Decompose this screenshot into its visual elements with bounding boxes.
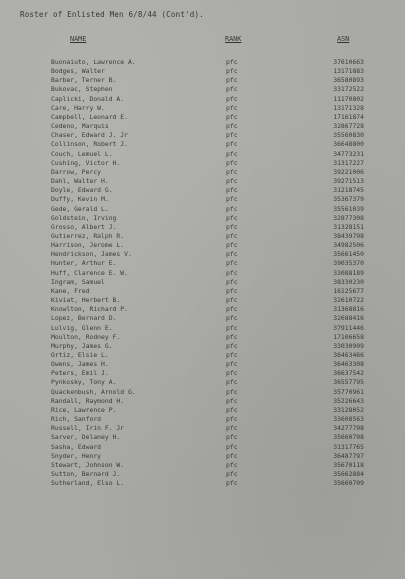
roster-rank: pfc bbox=[226, 442, 238, 451]
roster-asn: 32877308 bbox=[333, 213, 364, 222]
roster-name: Rich, Sanford bbox=[51, 415, 102, 424]
roster-rank: pfc bbox=[226, 158, 238, 167]
roster-rank: pfc bbox=[226, 451, 238, 460]
roster-row bbox=[0, 131, 405, 140]
roster-name: Couch, Lemuel L. bbox=[51, 149, 113, 158]
roster-row bbox=[0, 150, 405, 159]
roster-asn: 32610722 bbox=[333, 296, 364, 305]
roster-rank: pfc bbox=[226, 250, 238, 259]
roster-row bbox=[0, 241, 405, 250]
roster-name: Kiviat, Herbert B. bbox=[51, 296, 121, 305]
roster-name: Doyle, Edward G. bbox=[51, 186, 113, 195]
roster-asn: 31317765 bbox=[333, 442, 364, 451]
roster-row bbox=[0, 397, 405, 406]
roster-row bbox=[0, 314, 405, 323]
roster-name: Sutton, Bernard J. bbox=[51, 470, 121, 479]
roster-rank: pfc bbox=[226, 433, 238, 442]
roster-asn: 33128052 bbox=[333, 405, 364, 414]
roster-rank: pfc bbox=[226, 195, 238, 204]
roster-name: Russell, Irin F. Jr bbox=[51, 424, 125, 433]
roster-asn: 33172522 bbox=[333, 85, 364, 94]
roster-row bbox=[0, 305, 405, 314]
roster-row bbox=[0, 168, 405, 177]
roster-asn: 35770961 bbox=[333, 387, 364, 396]
roster-rank: pfc bbox=[226, 460, 238, 469]
roster-name: Cushing, Victor H. bbox=[51, 158, 121, 167]
roster-rank: pfc bbox=[226, 323, 238, 332]
page-heading: Roster of Enlisted Men 6/8/44 (Cont'd). bbox=[20, 10, 204, 19]
roster-row bbox=[0, 461, 405, 470]
roster-row bbox=[0, 67, 405, 76]
roster-rank: pfc bbox=[226, 167, 238, 176]
roster-rank: pfc bbox=[226, 415, 238, 424]
roster-asn: 36557795 bbox=[333, 378, 364, 387]
roster-name: Hendrickson, James V. bbox=[51, 250, 132, 259]
roster-row bbox=[0, 333, 405, 342]
roster-name: Care, Harry W. bbox=[51, 103, 105, 112]
roster-row bbox=[0, 104, 405, 113]
roster-rank: pfc bbox=[226, 351, 238, 359]
roster-name: Goldstein, Irving bbox=[51, 213, 117, 222]
roster-rank: pfc bbox=[226, 405, 238, 414]
roster-name: Quackenbush, Arnold G. bbox=[51, 387, 136, 396]
roster-name: Grosso, Albert J. bbox=[51, 222, 117, 231]
roster-asn: 33030909 bbox=[333, 341, 364, 350]
roster-name: Duffy, Kevin M. bbox=[51, 195, 109, 204]
roster-asn: 35561039 bbox=[333, 204, 364, 213]
roster-asn: 36487797 bbox=[333, 451, 364, 460]
roster-rank: pfc bbox=[226, 378, 238, 387]
roster-rank: pfc bbox=[226, 369, 238, 378]
roster-name: Sarver, Delaney H. bbox=[51, 433, 121, 442]
roster-row bbox=[0, 360, 405, 369]
roster-asn: 31328151 bbox=[333, 222, 364, 231]
roster-asn: 16125677 bbox=[333, 286, 364, 295]
roster-name: Campbell, Leonard E. bbox=[51, 112, 128, 121]
roster-row bbox=[0, 113, 405, 122]
roster-asn: 35560830 bbox=[333, 131, 364, 140]
column-header-name: NAME bbox=[70, 35, 87, 43]
roster-name: Hunter, Arthur E. bbox=[51, 259, 117, 268]
roster-asn: 34277798 bbox=[333, 424, 364, 433]
roster-row bbox=[0, 378, 405, 387]
roster-asn: 36648800 bbox=[333, 140, 364, 149]
roster-rank: pfc bbox=[226, 76, 238, 85]
roster-row bbox=[0, 433, 405, 442]
roster-asn: 38439798 bbox=[333, 231, 364, 240]
roster-name: Huff, Clarence E. W. bbox=[51, 268, 128, 277]
roster-name: Moulton, Rodney F. bbox=[51, 332, 121, 341]
roster-name: Peters, Emil J. bbox=[51, 369, 109, 378]
roster-row bbox=[0, 443, 405, 452]
roster-name: Buonaiuto, Lawrence A. bbox=[51, 58, 136, 66]
roster-rank: pfc bbox=[226, 204, 238, 213]
roster-name: Lopez, Bernard D. bbox=[51, 314, 117, 323]
roster-name: Bodges, Walter bbox=[51, 67, 105, 76]
roster-row bbox=[0, 122, 405, 131]
roster-asn: 32688416 bbox=[333, 314, 364, 323]
roster-asn: 33608563 bbox=[333, 415, 364, 424]
roster-asn: 32867728 bbox=[333, 122, 364, 131]
roster-asn: 35226643 bbox=[333, 396, 364, 405]
roster-row bbox=[0, 296, 405, 305]
roster-asn: 36580893 bbox=[333, 76, 364, 85]
roster-row bbox=[0, 479, 405, 488]
roster-asn: 38330230 bbox=[333, 277, 364, 286]
roster-row bbox=[0, 452, 405, 461]
roster-asn: 17106658 bbox=[333, 332, 364, 341]
roster-row bbox=[0, 470, 405, 479]
roster-asn: 13171883 bbox=[333, 67, 364, 76]
roster-rank: pfc bbox=[226, 470, 238, 479]
roster-asn: 11170802 bbox=[333, 94, 364, 103]
roster-name: Ortiz, Elsie L. bbox=[51, 351, 109, 359]
roster-name: Rice, Lawrence P. bbox=[51, 405, 117, 414]
roster-name: Harrison, Jerome L. bbox=[51, 241, 125, 250]
roster-name: Chaser, Edward J. Jr bbox=[51, 131, 128, 140]
roster-row bbox=[0, 351, 405, 360]
roster-row bbox=[0, 232, 405, 241]
roster-name: Stewart, Johnson W. bbox=[51, 460, 125, 469]
roster-row bbox=[0, 269, 405, 278]
roster-rank: pfc bbox=[226, 277, 238, 286]
roster-list bbox=[0, 58, 405, 488]
roster-asn: 13171328 bbox=[333, 103, 364, 112]
roster-row bbox=[0, 406, 405, 415]
roster-row bbox=[0, 214, 405, 223]
roster-rank: pfc bbox=[226, 424, 238, 433]
roster-asn: 31368816 bbox=[333, 305, 364, 314]
roster-row bbox=[0, 140, 405, 149]
roster-rank: pfc bbox=[226, 85, 238, 94]
roster-rank: pfc bbox=[226, 341, 238, 350]
roster-rank: pfc bbox=[226, 112, 238, 121]
roster-asn: 35367379 bbox=[333, 195, 364, 204]
roster-asn: 35661450 bbox=[333, 250, 364, 259]
roster-name: Murphy, James G. bbox=[51, 341, 113, 350]
roster-name: Sasha, Edward bbox=[51, 442, 102, 451]
roster-row bbox=[0, 278, 405, 287]
roster-rank: pfc bbox=[226, 67, 238, 76]
roster-asn: 33088189 bbox=[333, 268, 364, 277]
roster-asn: 39035370 bbox=[333, 259, 364, 268]
roster-asn: 37911446 bbox=[333, 323, 364, 332]
roster-rank: pfc bbox=[226, 58, 238, 66]
roster-asn: 34773231 bbox=[333, 149, 364, 158]
roster-row bbox=[0, 388, 405, 397]
roster-row bbox=[0, 342, 405, 351]
roster-asn: 17161874 bbox=[333, 112, 364, 121]
roster-rank: pfc bbox=[226, 479, 238, 488]
roster-asn: 39221006 bbox=[333, 167, 364, 176]
roster-row bbox=[0, 58, 405, 67]
roster-name: Pynkosky, Tony A. bbox=[51, 378, 117, 387]
roster-name: Randall, Raymond H. bbox=[51, 396, 125, 405]
roster-asn: 34982506 bbox=[333, 241, 364, 250]
roster-row bbox=[0, 223, 405, 232]
roster-rank: pfc bbox=[226, 131, 238, 140]
roster-rank: pfc bbox=[226, 360, 238, 369]
column-header-asn: ASN bbox=[337, 35, 350, 43]
roster-rank: pfc bbox=[226, 186, 238, 195]
roster-name: Collinson, Robert J. bbox=[51, 140, 128, 149]
roster-asn: 31317227 bbox=[333, 158, 364, 167]
roster-name: Snyder, Henry bbox=[51, 451, 102, 460]
roster-rank: pfc bbox=[226, 387, 238, 396]
roster-name: Gutierrez, Ralph R. bbox=[51, 231, 125, 240]
roster-row bbox=[0, 195, 405, 204]
roster-asn: 35660709 bbox=[333, 479, 364, 488]
roster-name: Cedeno, Marquis bbox=[51, 122, 109, 131]
roster-asn: 39271513 bbox=[333, 177, 364, 186]
roster-name: Kane, Fred bbox=[51, 286, 90, 295]
roster-rank: pfc bbox=[226, 103, 238, 112]
roster-row bbox=[0, 95, 405, 104]
roster-rank: pfc bbox=[226, 396, 238, 405]
roster-name: Owens, James H. bbox=[51, 360, 109, 369]
roster-asn: 35670118 bbox=[333, 460, 364, 469]
roster-name: Gede, Gerald L. bbox=[51, 204, 109, 213]
roster-row bbox=[0, 287, 405, 296]
roster-rank: pfc bbox=[226, 241, 238, 250]
roster-rank: pfc bbox=[226, 140, 238, 149]
column-header-rank: RANK bbox=[225, 35, 242, 43]
roster-rank: pfc bbox=[226, 296, 238, 305]
roster-asn: 36637542 bbox=[333, 369, 364, 378]
roster-rank: pfc bbox=[226, 149, 238, 158]
roster-name: Knowlton, Richard P. bbox=[51, 305, 128, 314]
roster-row bbox=[0, 159, 405, 168]
roster-name: Dahl, Walter H. bbox=[51, 177, 109, 186]
roster-row bbox=[0, 205, 405, 214]
roster-rank: pfc bbox=[226, 122, 238, 131]
roster-row bbox=[0, 186, 405, 195]
roster-row bbox=[0, 324, 405, 333]
roster-rank: pfc bbox=[226, 286, 238, 295]
roster-name: Caplicki, Donald A. bbox=[51, 94, 125, 103]
roster-asn: 35660798 bbox=[333, 433, 364, 442]
roster-rank: pfc bbox=[226, 332, 238, 341]
roster-rank: pfc bbox=[226, 94, 238, 103]
roster-row bbox=[0, 177, 405, 186]
roster-row bbox=[0, 259, 405, 268]
roster-rank: pfc bbox=[226, 231, 238, 240]
roster-rank: pfc bbox=[226, 268, 238, 277]
roster-row bbox=[0, 250, 405, 259]
roster-rank: pfc bbox=[226, 259, 238, 268]
roster-row bbox=[0, 85, 405, 94]
roster-asn: 35662884 bbox=[333, 470, 364, 479]
roster-rank: pfc bbox=[226, 222, 238, 231]
roster-rank: pfc bbox=[226, 213, 238, 222]
roster-asn: 36463308 bbox=[333, 360, 364, 369]
roster-name: Sutherland, Elso L. bbox=[51, 479, 125, 488]
roster-name: Darrow, Percy bbox=[51, 167, 102, 176]
roster-name: Bukovac, Stephen bbox=[51, 85, 113, 94]
roster-name: Ingram, Samuel bbox=[51, 277, 105, 286]
roster-name: Lulvig, Glenn E. bbox=[51, 323, 113, 332]
roster-row bbox=[0, 415, 405, 424]
roster-name: Barber, Terner B. bbox=[51, 76, 117, 85]
roster-row bbox=[0, 76, 405, 85]
roster-rank: pfc bbox=[226, 305, 238, 314]
roster-asn: 31218745 bbox=[333, 186, 364, 195]
roster-asn: 36463466 bbox=[333, 351, 364, 359]
roster-row bbox=[0, 369, 405, 378]
roster-rank: pfc bbox=[226, 177, 238, 186]
roster-row bbox=[0, 424, 405, 433]
roster-asn: 37610663 bbox=[333, 58, 364, 66]
roster-rank: pfc bbox=[226, 314, 238, 323]
